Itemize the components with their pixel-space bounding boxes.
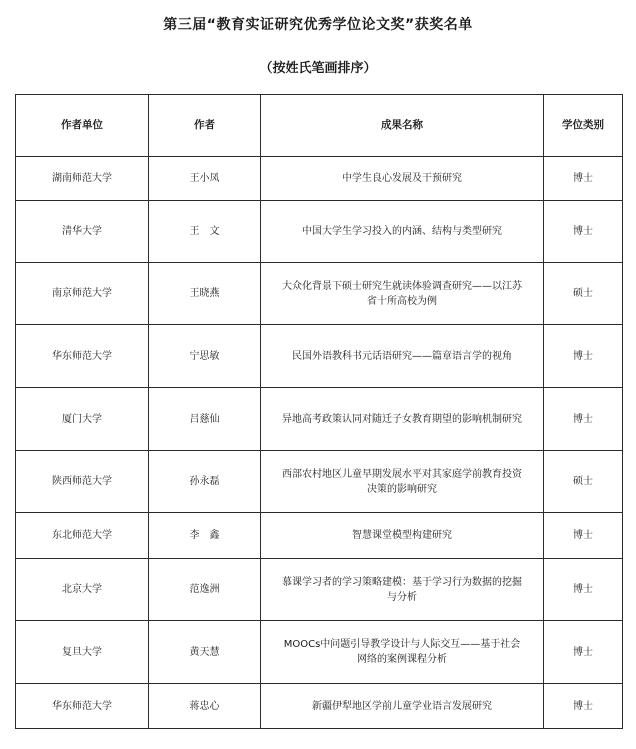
cell-author: 孙永磊 (149, 451, 261, 513)
cell-unit: 湖南师范大学 (16, 157, 149, 201)
cell-author: 蒋忠心 (149, 684, 261, 729)
table-row (16, 157, 623, 201)
cell-unit: 复旦大学 (16, 621, 149, 684)
cell-author: 范逸洲 (149, 559, 261, 621)
cell-achievement: 慕课学习者的学习策略建模：基于学习行为数据的挖掘与分析 (261, 559, 544, 621)
header-degree: 学位类别 (544, 95, 623, 157)
cell-author: 王小凤 (149, 157, 261, 201)
cell-unit: 华东师范大学 (16, 684, 149, 729)
table-row (16, 388, 623, 451)
cell-degree: 博士 (544, 513, 623, 559)
cell-unit: 北京大学 (16, 559, 149, 621)
table-row (16, 684, 623, 729)
cell-degree: 博士 (544, 621, 623, 684)
cell-achievement: 民国外语教科书元话语研究——篇章语言学的视角 (261, 325, 544, 388)
table-header-row (16, 95, 623, 157)
cell-author: 李 鑫 (149, 513, 261, 559)
cell-degree: 博士 (544, 559, 623, 621)
awards-table (15, 94, 623, 729)
cell-degree: 硕士 (544, 451, 623, 513)
cell-degree: 博士 (544, 325, 623, 388)
cell-unit: 厦门大学 (16, 388, 149, 451)
cell-author: 吕慈仙 (149, 388, 261, 451)
cell-degree: 博士 (544, 388, 623, 451)
cell-author: 黄天慧 (149, 621, 261, 684)
table-row (16, 621, 623, 684)
cell-degree: 博士 (544, 684, 623, 729)
cell-author: 宁思敏 (149, 325, 261, 388)
cell-achievement: 智慧课堂模型构建研究 (261, 513, 544, 559)
table-row (16, 263, 623, 325)
cell-achievement: 中国大学生学习投入的内涵、结构与类型研究 (261, 201, 544, 263)
table-row (16, 513, 623, 559)
header-author: 作者 (149, 95, 261, 157)
cell-achievement: 大众化背景下硕士研究生就读体验调查研究——以江苏省十所高校为例 (261, 263, 544, 325)
cell-unit: 华东师范大学 (16, 325, 149, 388)
cell-achievement: 异地高考政策认同对随迁子女教育期望的影响机制研究 (261, 388, 544, 451)
cell-author: 王 文 (149, 201, 261, 263)
cell-achievement: 新疆伊犁地区学前儿童学业语言发展研究 (261, 684, 544, 729)
cell-unit: 清华大学 (16, 201, 149, 263)
page-subtitle: （按姓氏笔画排序） (259, 61, 377, 76)
cell-unit: 东北师范大学 (16, 513, 149, 559)
table-row (16, 325, 623, 388)
cell-unit: 陕西师范大学 (16, 451, 149, 513)
cell-degree: 硕士 (544, 263, 623, 325)
cell-unit: 南京师范大学 (16, 263, 149, 325)
cell-achievement: 西部农村地区儿童早期发展水平对其家庭学前教育投资决策的影响研究 (261, 451, 544, 513)
header-achievement: 成果名称 (261, 95, 544, 157)
cell-achievement: MOOCs中问题引导教学设计与人际交互——基于社会网络的案例课程分析 (261, 621, 544, 684)
table-row (16, 559, 623, 621)
page-title: 第三届“教育实证研究优秀学位论文奖”获奖名单 (163, 17, 473, 33)
table-row (16, 201, 623, 263)
table-row (16, 451, 623, 513)
header-unit: 作者单位 (16, 95, 149, 157)
cell-author: 王晓燕 (149, 263, 261, 325)
cell-degree: 博士 (544, 201, 623, 263)
cell-degree: 博士 (544, 157, 623, 201)
cell-achievement: 中学生良心发展及干预研究 (261, 157, 544, 201)
